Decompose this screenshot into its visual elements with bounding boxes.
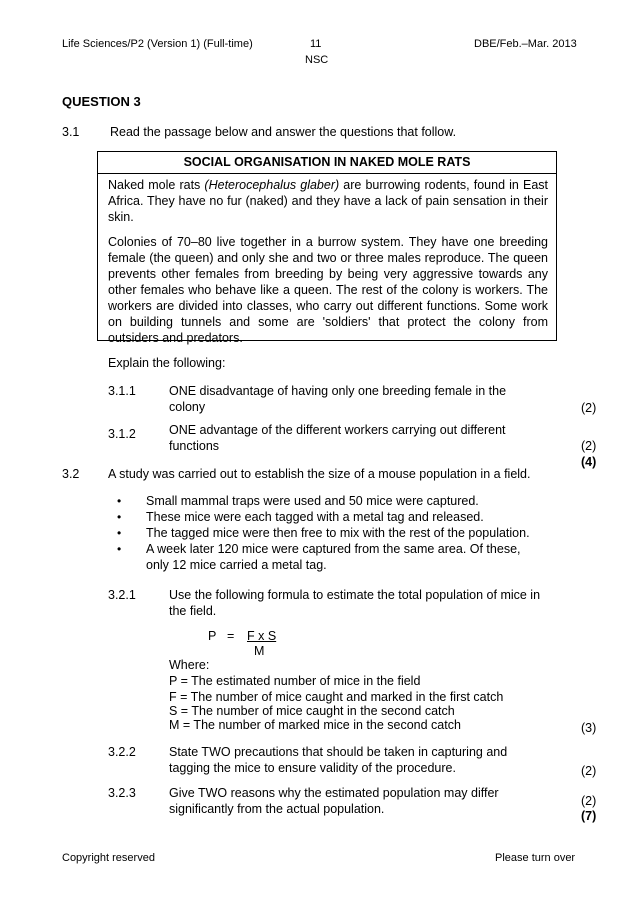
q323-line1: Give TWO reasons why the estimated population may differ bbox=[169, 786, 499, 800]
q32-total: (7) bbox=[581, 809, 597, 823]
footer-right: Please turn over bbox=[495, 852, 576, 864]
formula-numerator: F x S bbox=[247, 629, 277, 643]
page-sub: NSC bbox=[305, 54, 329, 66]
bullet-marker: • bbox=[117, 494, 122, 508]
footer-left: Copyright reserved bbox=[62, 852, 155, 864]
q322-line1: State TWO precautions that should be taken in capturing and bbox=[169, 745, 508, 759]
q321-number: 3.2.1 bbox=[108, 588, 136, 602]
q312-number: 3.1.2 bbox=[108, 427, 136, 441]
q322-line2: tagging the mice to ensure validity of the procedure. bbox=[169, 761, 456, 775]
formula-lhs: P bbox=[208, 629, 217, 643]
q321-mark: (3) bbox=[581, 721, 597, 735]
q31-number: 3.1 bbox=[62, 125, 80, 139]
q32-intro: A study was carried out to establish the size of a mouse population in a field. bbox=[108, 467, 531, 481]
header-right: DBE/Feb.–Mar. 2013 bbox=[474, 38, 577, 50]
passage-title: SOCIAL ORGANISATION IN NAKED MOLE RATS bbox=[183, 155, 471, 169]
bullet-3: The tagged mice were then free to mix with the rest of the population. bbox=[146, 526, 530, 540]
bullet-marker: • bbox=[117, 526, 122, 540]
passage-box bbox=[97, 151, 557, 345]
q312-line1: ONE advantage of the different workers carrying out different bbox=[169, 423, 506, 437]
q31-instruction: Read the passage below and answer the questions that follow. bbox=[110, 125, 457, 139]
q312-mark: (2) bbox=[581, 439, 597, 453]
passage-paragraph-2: Colonies of 70–80 live together in a burrow system. They have one breeding female (the queen) and only she and two or three males reproduce. The queen prevents other females from breeding by being very aggressive towards any other females who behave like a queen. The rest of the colony is workers. The workers are divided into classes, who carry out different functions. Some work on building tunnels and some are 'soldiers' that protect the colony from outsiders and predators. bbox=[108, 235, 548, 345]
definition-f: F = The number of mice caught and marked in the first catch bbox=[169, 690, 504, 704]
species-name: (Heterocephalus glaber) bbox=[204, 178, 340, 192]
bullet-marker: • bbox=[117, 510, 122, 524]
header-left: Life Sciences/P2 (Version 1) (Full-time) bbox=[62, 38, 253, 50]
formula-equals: = bbox=[227, 629, 235, 643]
q321-line2: the field. bbox=[169, 604, 217, 618]
bullet-4: A week later 120 mice were captured from the same area. Of these, bbox=[146, 542, 521, 556]
q322-number: 3.2.2 bbox=[108, 745, 136, 759]
q312-line2: functions bbox=[169, 439, 220, 453]
q323-number: 3.2.3 bbox=[108, 786, 136, 800]
passage-divider bbox=[98, 173, 556, 174]
formula-denominator: M bbox=[254, 644, 265, 658]
question-title: QUESTION 3 bbox=[62, 94, 141, 109]
passage-paragraph-1: Naked mole rats (Heterocephalus glaber) are burrowing rodents, found in East Africa. They have no fur (naked) and they have a lack of pain sensation in their skin. bbox=[108, 178, 549, 224]
q323-line2: significantly from the actual population. bbox=[169, 802, 385, 816]
bullet-4-line2: only 12 mice carried a metal tag. bbox=[146, 558, 327, 572]
bullet-2: These mice were each tagged with a metal tag and released. bbox=[146, 510, 484, 524]
definition-s: S = The number of mice caught in the second catch bbox=[169, 704, 455, 718]
page-number: 11 bbox=[310, 38, 322, 50]
q31-total: (4) bbox=[581, 455, 597, 469]
definition-p: P = The estimated number of mice in the field bbox=[169, 674, 421, 688]
bullet-marker: • bbox=[117, 542, 122, 556]
where-label: Where: bbox=[169, 658, 210, 672]
q311-mark: (2) bbox=[581, 401, 597, 415]
q321-line1: Use the following formula to estimate the total population of mice in bbox=[169, 588, 541, 602]
definition-m: M = The number of marked mice in the second catch bbox=[169, 718, 461, 732]
q32-number: 3.2 bbox=[62, 467, 80, 481]
q322-mark: (2) bbox=[581, 764, 597, 778]
q323-mark: (2) bbox=[581, 794, 597, 808]
bullet-1: Small mammal traps were used and 50 mice were captured. bbox=[146, 494, 479, 508]
q311-line2: colony bbox=[169, 400, 206, 414]
explain-label: Explain the following: bbox=[108, 356, 226, 370]
q311-line1: ONE disadvantage of having only one breeding female in the bbox=[169, 384, 507, 398]
q311-number: 3.1.1 bbox=[108, 384, 136, 398]
